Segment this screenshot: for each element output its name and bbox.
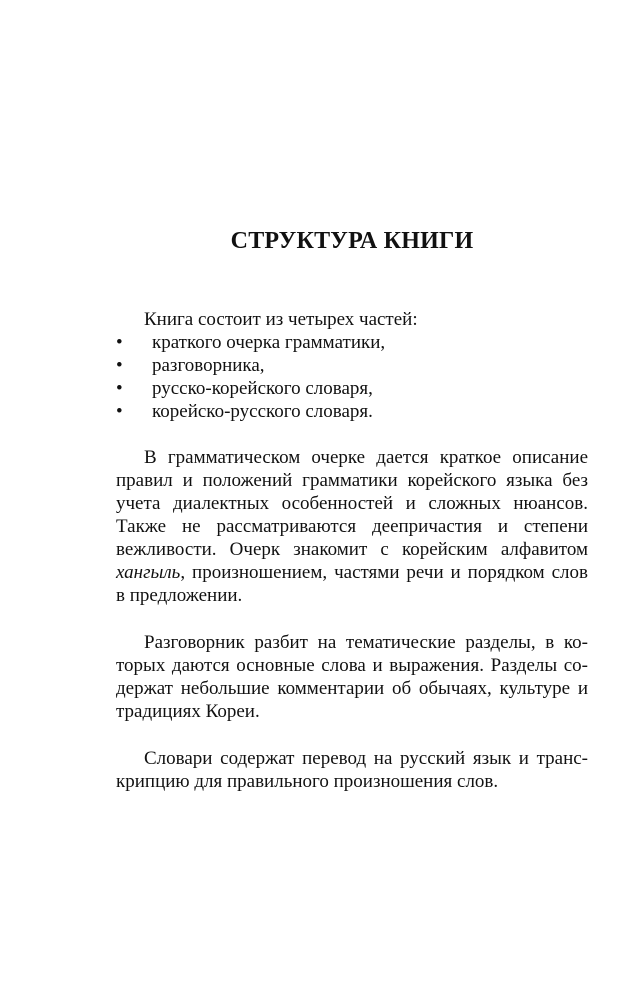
list-item bbox=[116, 354, 385, 377]
bullet-icon: • bbox=[116, 378, 123, 399]
list-item bbox=[116, 400, 385, 423]
list-item bbox=[116, 377, 385, 400]
book-page bbox=[116, 0, 588, 1000]
grammar-paragraph bbox=[116, 446, 588, 607]
intro-text: Книга состоит из четырех частей: bbox=[144, 309, 418, 330]
list-item-text: корейско-русского словаря. bbox=[152, 401, 373, 422]
dictionaries-paragraph: Словари содержат перевод на русский язык и транскрипцию для правильного произношения слов. bbox=[116, 748, 588, 792]
phrasebook-paragraph: Разговорник разбит на тематические разделы, в которых даются основные слова и выражения. Разделы содержат небольшие комментарии об обычаях, культуре и традициях Кореи. bbox=[116, 632, 588, 722]
grammar-text-end: , произношением, частями речи и порядком слов в предложении. bbox=[116, 562, 588, 606]
list-item-text: разговорника, bbox=[152, 355, 265, 376]
bullet-icon: • bbox=[116, 332, 123, 353]
parts-list bbox=[116, 331, 385, 423]
hangul-term: хангыль bbox=[116, 562, 181, 583]
page-title: СТРУКТУРА КНИГИ bbox=[230, 228, 474, 254]
bullet-icon: • bbox=[116, 355, 123, 376]
list-item bbox=[116, 331, 385, 354]
bullet-icon: • bbox=[116, 401, 123, 422]
list-item-text: краткого очерка грамматики, bbox=[152, 332, 386, 353]
list-item-text: русско-корейского словаря, bbox=[152, 378, 373, 399]
grammar-text-start: В грамматическом очерке дается краткое описание правил и положений грамматики корейского языка без учета диалектных особенностей и сложных нюансов. Также не рассматриваются деепричастия и степени вежливости. Очерк знакомит с корейским алфавитом bbox=[116, 447, 588, 560]
